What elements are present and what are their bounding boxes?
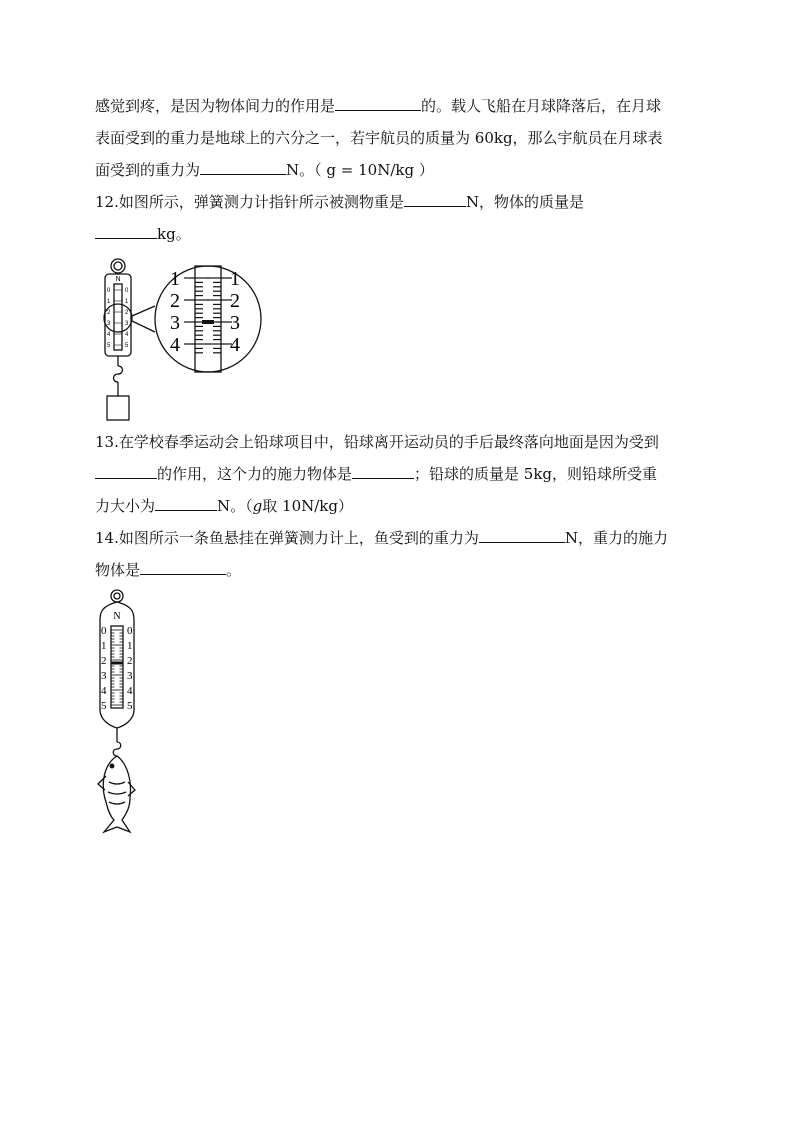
q12-small-label: 2 — [125, 310, 129, 316]
q14-text-1a: 14.如图所示一条鱼悬挂在弹簧测力计上，鱼受到的重力为 — [95, 529, 479, 547]
q14-scale-label-left: 2 — [101, 655, 107, 667]
q13-text-2b: 的作用，这个力的施力物体是 — [157, 465, 353, 483]
q12-scale-ring — [111, 259, 125, 273]
q14-pointer — [111, 662, 123, 665]
q14-scale-label-right: 4 — [127, 685, 133, 697]
q13-text-3c: g — [252, 497, 263, 515]
q12-small-label: 1 — [107, 299, 111, 305]
q12-line-2 — [95, 224, 191, 244]
q11-text-1a: 感觉到疼，是因为物体间力的作用是 — [95, 97, 336, 115]
q11-text-2: 表面受到的重力是地球上的六分之一，若宇航员的质量为 60kg，那么宇航员在月球表 — [95, 129, 663, 147]
q14-scale-label-right: 5 — [127, 700, 133, 712]
q13-text-1: 13.在学校春季运动会上铅球项目中，铅球离开运动员的手后最终落向地面是因为受到 — [95, 433, 659, 451]
q14-line-2 — [95, 560, 241, 580]
q14-hook-icon — [113, 742, 121, 756]
q14-scale-ring — [111, 590, 123, 602]
q12-small-label: 1 — [125, 299, 129, 305]
q12-spring-scale-figure — [98, 254, 263, 426]
q13-line-3 — [95, 496, 353, 516]
q14-unit-label: N — [113, 611, 121, 622]
q12-small-label: 5 — [125, 343, 129, 349]
q14-scale-label-right: 3 — [127, 670, 133, 682]
q13-line-1 — [95, 432, 659, 452]
q13-line-2 — [95, 464, 657, 484]
q14-line-1 — [95, 528, 668, 548]
q14-text-2b: 。 — [226, 561, 242, 579]
q13-text-3a: 力大小为 — [95, 497, 156, 515]
q12-blank-1[interactable] — [404, 192, 466, 207]
q12-small-label: 0 — [107, 288, 111, 294]
q12-line-1 — [95, 192, 584, 212]
q11-text-1b: 的。载人飞船在月球降落后，在月球 — [421, 97, 662, 115]
q11-line-1 — [95, 96, 661, 116]
q14-scale-label-left: 4 — [101, 685, 107, 697]
q12-small-label: 3 — [125, 321, 129, 327]
q11-line-3 — [95, 160, 434, 180]
q14-scale-label-left: 1 — [101, 640, 107, 652]
q12-text-1a: 12.如图所示，弹簧测力计指针所示被测物重是 — [95, 193, 404, 211]
q12-scale-label-left: 1 — [170, 268, 180, 290]
q13-text-3d: 取 10N/kg） — [262, 497, 353, 515]
q12-small-zoom-circle — [104, 304, 132, 332]
q12-unit-label: N — [115, 276, 121, 283]
q11-line-2 — [95, 128, 663, 148]
q14-scale-label-right: 0 — [127, 625, 133, 637]
q12-pointer — [202, 320, 214, 324]
q12-scale-label-right: 2 — [230, 290, 240, 312]
q13-blank-2[interactable] — [352, 464, 414, 479]
q11-blank-1[interactable] — [335, 96, 421, 111]
q12-small-label: 4 — [107, 332, 111, 338]
q12-scale-label-right: 4 — [230, 334, 240, 356]
q14-scale-label-left: 5 — [101, 700, 107, 712]
q14-scale-label-right: 2 — [127, 655, 133, 667]
q12-text-1b: N，物体的质量是 — [465, 193, 584, 211]
q14-fish-scale-figure — [94, 586, 144, 838]
q12-hook-icon — [114, 366, 123, 382]
q14-blank-2[interactable] — [140, 560, 226, 575]
q13-blank-1[interactable] — [95, 464, 157, 479]
q14-text-2a: 物体是 — [95, 561, 141, 579]
q12-small-label: 4 — [125, 332, 129, 338]
q12-scale-label-left: 4 — [170, 334, 180, 356]
q14-scale-label-right: 1 — [127, 640, 133, 652]
q13-text-3b: N。（ — [217, 497, 253, 515]
q12-small-label: 5 — [107, 343, 111, 349]
q14-scale-label-left: 0 — [101, 625, 107, 637]
q13-text-2c: ；铅球的质量是 5kg，则铅球所受重 — [414, 465, 658, 483]
q14-text-1b: N，重力的施力 — [564, 529, 668, 547]
q12-small-label: 3 — [107, 321, 111, 327]
q14-scale-label-left: 3 — [101, 670, 107, 682]
q11-text-3a: 面受到的重力为 — [95, 161, 201, 179]
q12-scale-label-right: 3 — [230, 312, 240, 334]
q12-text-2b: kg。 — [157, 225, 191, 243]
q12-small-label: 0 — [125, 288, 129, 294]
q12-scale-label-left: 3 — [170, 312, 180, 334]
q12-small-label: 2 — [107, 310, 111, 316]
q11-text-3b: N。（ g = 10N/kg ） — [286, 161, 434, 179]
q11-blank-2[interactable] — [200, 160, 286, 175]
q12-weight-block — [107, 396, 129, 420]
q12-scale-label-right: 1 — [230, 268, 240, 290]
q14-blank-1[interactable] — [479, 528, 565, 543]
q13-blank-3[interactable] — [155, 496, 217, 511]
q12-scale-label-left: 2 — [170, 290, 180, 312]
q12-blank-2[interactable] — [95, 224, 157, 239]
